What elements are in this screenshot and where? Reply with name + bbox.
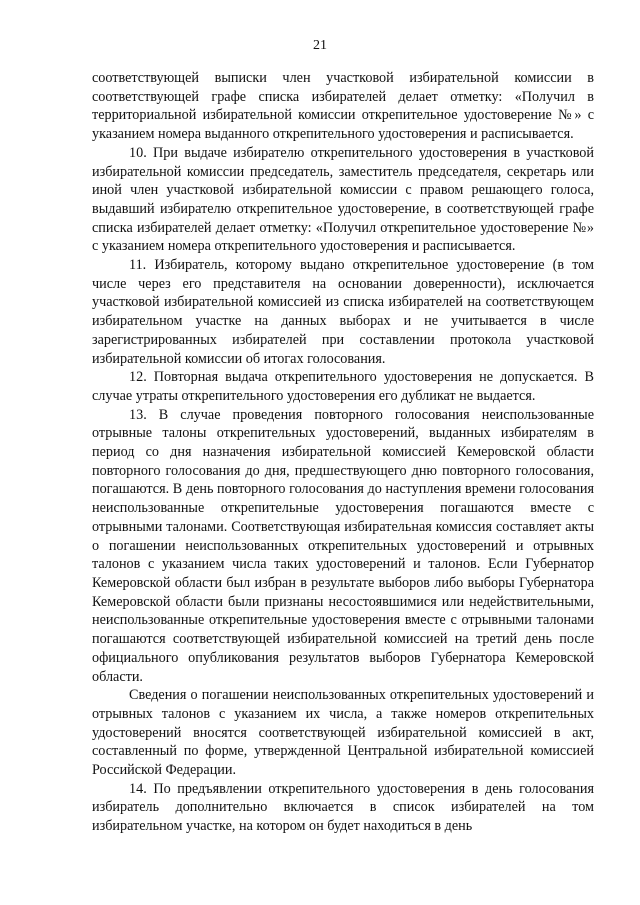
paragraph-item-10: 10. При выдаче избирателю открепительного удостоверения в участковой избирательной комиссии председатель, заместитель председателя, секретарь или иной член участковой избирательной комиссии с правом решающего голоса, выдавший избирателю открепительное удостоверение, в соответствующей графе списка избирателей делает отметку: «Получил открепительное удостоверение №» с указанием номера открепительного удостоверения и расписывается. (92, 144, 594, 255)
paragraph-item-14: 14. По предъявлении открепительного удостоверения в день голосования избиратель дополнительно включается в список избирателей на том избирательном участке, на котором он будет находиться в день (92, 780, 594, 835)
document-body (92, 69, 594, 836)
paragraph-item-13-details: Сведения о погашении неиспользованных открепительных удостоверений и отрывных талонов с указанием их числа, а также номеров открепительных удостоверений вносятся соответствующей избирательной комиссией в акт, составленный по форме, утвержденной Центральной избирательной комиссией Российской Федерации. (92, 687, 594, 779)
paragraph-item-13: 13. В случае проведения повторного голосования неиспользованные отрывные талоны открепительных удостоверений, выданных избирателям в период со дня назначения избирательной комиссией Кемеровской области повторного голосования до дня, предшествующего дню повторного голосования, погашаются. В день повторного голосования до наступления времени голосования неиспользованные открепительные удостоверения погашаются вместе с отрывными талонами. Соответствующая избирательная комиссия составляет акты о погашении неиспользованных открепительных удостоверений и отрывных талонов с указанием числа таких удостоверений и талонов. Если Губернатор Кемеровской области был избран в результате выборов либо выборы Губернатора Кемеровской области были признаны несостоявшимися или недействительными, неиспользованные открепительные удостоверения вместе с отрывными талонами погашаются соответствующей избирательной комиссией на третий день после официального опубликования результатов выборов Губернатора Кемеровской области. (92, 406, 594, 685)
paragraph-continuation: соответствующей выписки член участковой избирательной комиссии в соответствующей графе списка избирателей делает отметку: «Получил в территориальной избирательной комиссии открепительное удостоверение №» с указанием номера выданного открепительного удостоверения и расписывается. (92, 70, 594, 143)
paragraph-item-12: 12. Повторная выдача открепительного удостоверения не допускается. В случае утраты открепительного удостоверения его дубликат не выдается. (92, 369, 594, 404)
page-number: 21 (313, 38, 327, 53)
paragraph-item-11: 11. Избиратель, которому выдано открепительное удостоверение (в том числе через его представителя на основании доверенности), исключается участковой избирательной комиссией из списка избирателей на соответствующем избирательном участке на данных выборах и не учитывается в числе зарегистрированных избирателей при составлении протокола участковой избирательной комиссии об итогах голосования. (92, 257, 594, 367)
